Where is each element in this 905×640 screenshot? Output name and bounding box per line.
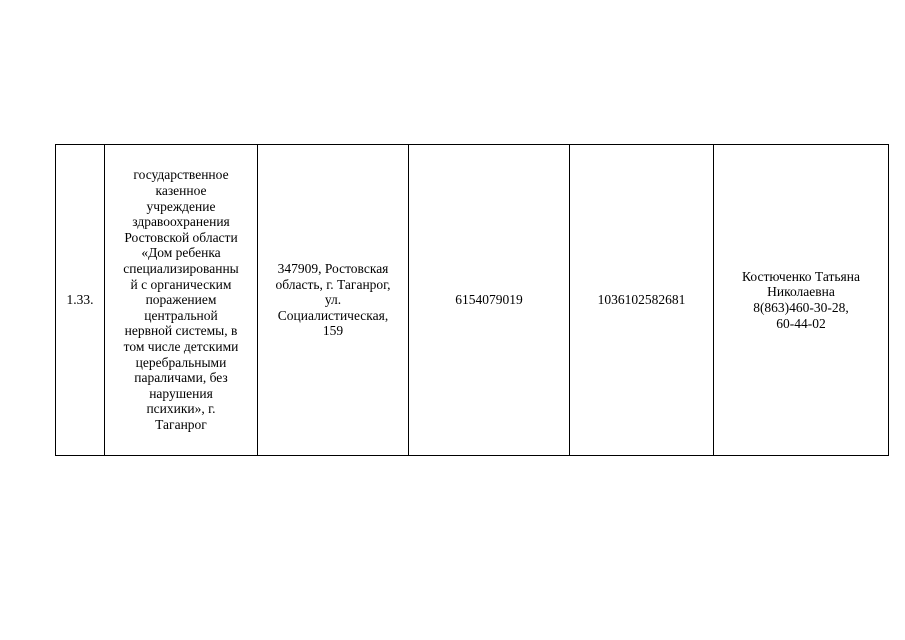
contact-cell	[714, 145, 889, 456]
institution-name-line: казенное	[155, 183, 207, 199]
row-number-cell	[56, 145, 105, 456]
institution-name-line: церебральными	[135, 354, 227, 370]
contact-line: Костюченко Татьяна	[742, 268, 860, 284]
institution-name-line: учреждение	[146, 198, 216, 214]
institution-name-line: параличами, без	[134, 370, 228, 386]
institution-name-line: нарушения	[149, 385, 213, 401]
address-line: область, г. Таганрог,	[275, 276, 391, 292]
institution-name-line: центральной	[144, 307, 218, 323]
inn-cell	[409, 145, 570, 456]
table-row	[56, 145, 889, 456]
institution-name-line: Таганрог	[155, 416, 207, 432]
inn-value: 6154079019	[455, 292, 523, 308]
address-line: 347909, Ростовская	[277, 261, 389, 277]
row-number: 1.33.	[66, 292, 94, 308]
contact-line: 8(863)460-30-28,	[753, 300, 849, 315]
institution-name-line: нервной системы, в	[124, 323, 238, 339]
institution-name-cell	[105, 145, 258, 456]
ogrn-value: 1036102582681	[597, 292, 686, 308]
address-line: 159	[322, 323, 344, 339]
address-line: Социалистическая,	[277, 307, 389, 323]
contact-line: 60-44-02	[776, 315, 826, 331]
institution-name-line: «Дом ребенка	[141, 245, 221, 261]
contact-line: Николаевна	[767, 284, 835, 300]
institution-name-line: специализированны	[123, 261, 239, 277]
institution-name-line: поражением	[145, 292, 217, 308]
address-cell	[258, 145, 409, 456]
institution-name-line: й с органическим	[130, 276, 232, 292]
institution-name-line: психики», г.	[146, 401, 216, 417]
institution-name-line: государственное	[133, 167, 229, 183]
institution-table	[55, 144, 889, 456]
ogrn-cell	[570, 145, 714, 456]
institution-name-line: здравоохранения	[132, 214, 230, 230]
address-line: ул.	[324, 292, 342, 308]
institution-name-line: том числе детскими	[123, 338, 239, 354]
institution-name-line: Ростовской области	[124, 229, 238, 245]
